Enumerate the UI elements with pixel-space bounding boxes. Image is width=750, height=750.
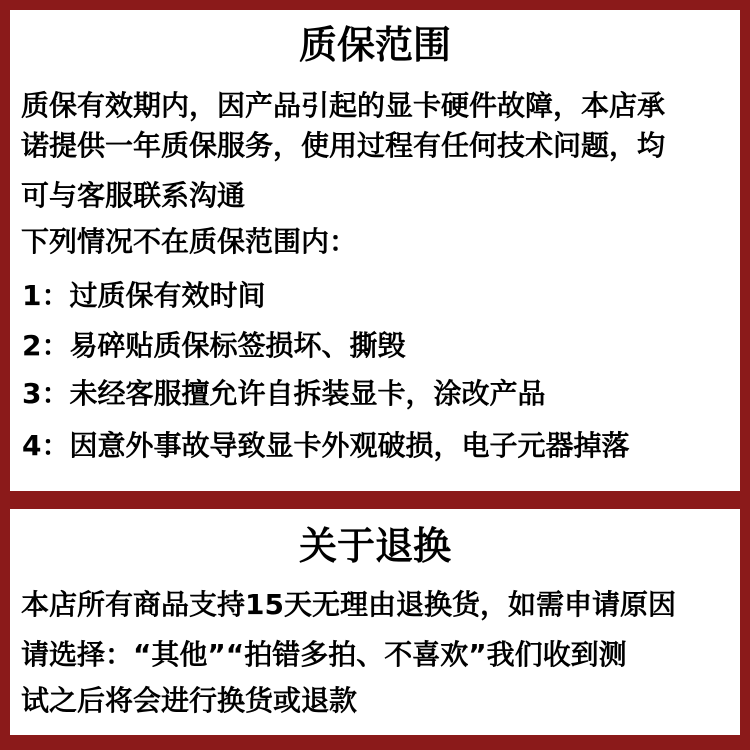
exclusion-item-3: 3：未经客服擅允许自拆装显卡，涂改产品 [22, 377, 546, 410]
returns-text-line-3: 试之后将会进行换货或退款 [21, 684, 358, 717]
returns-text-line-1: 本店所有商品支持15天无理由退换货，如需申请原因 [21, 588, 676, 621]
returns-panel [10, 509, 740, 735]
exclusion-item-2: 2：易碎贴质保标签损坏、撕毁 [22, 329, 406, 362]
warranty-panel [10, 10, 740, 491]
warranty-title: 质保范围 [298, 23, 451, 67]
warranty-text-line-1: 质保有效期内，因产品引起的显卡硬件故障，本店承 [21, 89, 666, 122]
warranty-text-line-3: 可与客服联系沟通 [21, 179, 246, 212]
returns-text-line-2: 请选择：“其他”“拍错多拍、不喜欢”我们收到测 [21, 638, 627, 671]
returns-title: 关于退换 [298, 524, 451, 568]
exclusion-heading: 下列情况不在质保范围内： [21, 225, 358, 258]
exclusion-item-1: 1：过质保有效时间 [22, 279, 266, 312]
warranty-text-line-2: 诺提供一年质保服务，使用过程有任何技术问题，均 [21, 129, 666, 162]
exclusion-item-4: 4：因意外事故导致显卡外观破损，电子元器掉落 [22, 429, 630, 462]
